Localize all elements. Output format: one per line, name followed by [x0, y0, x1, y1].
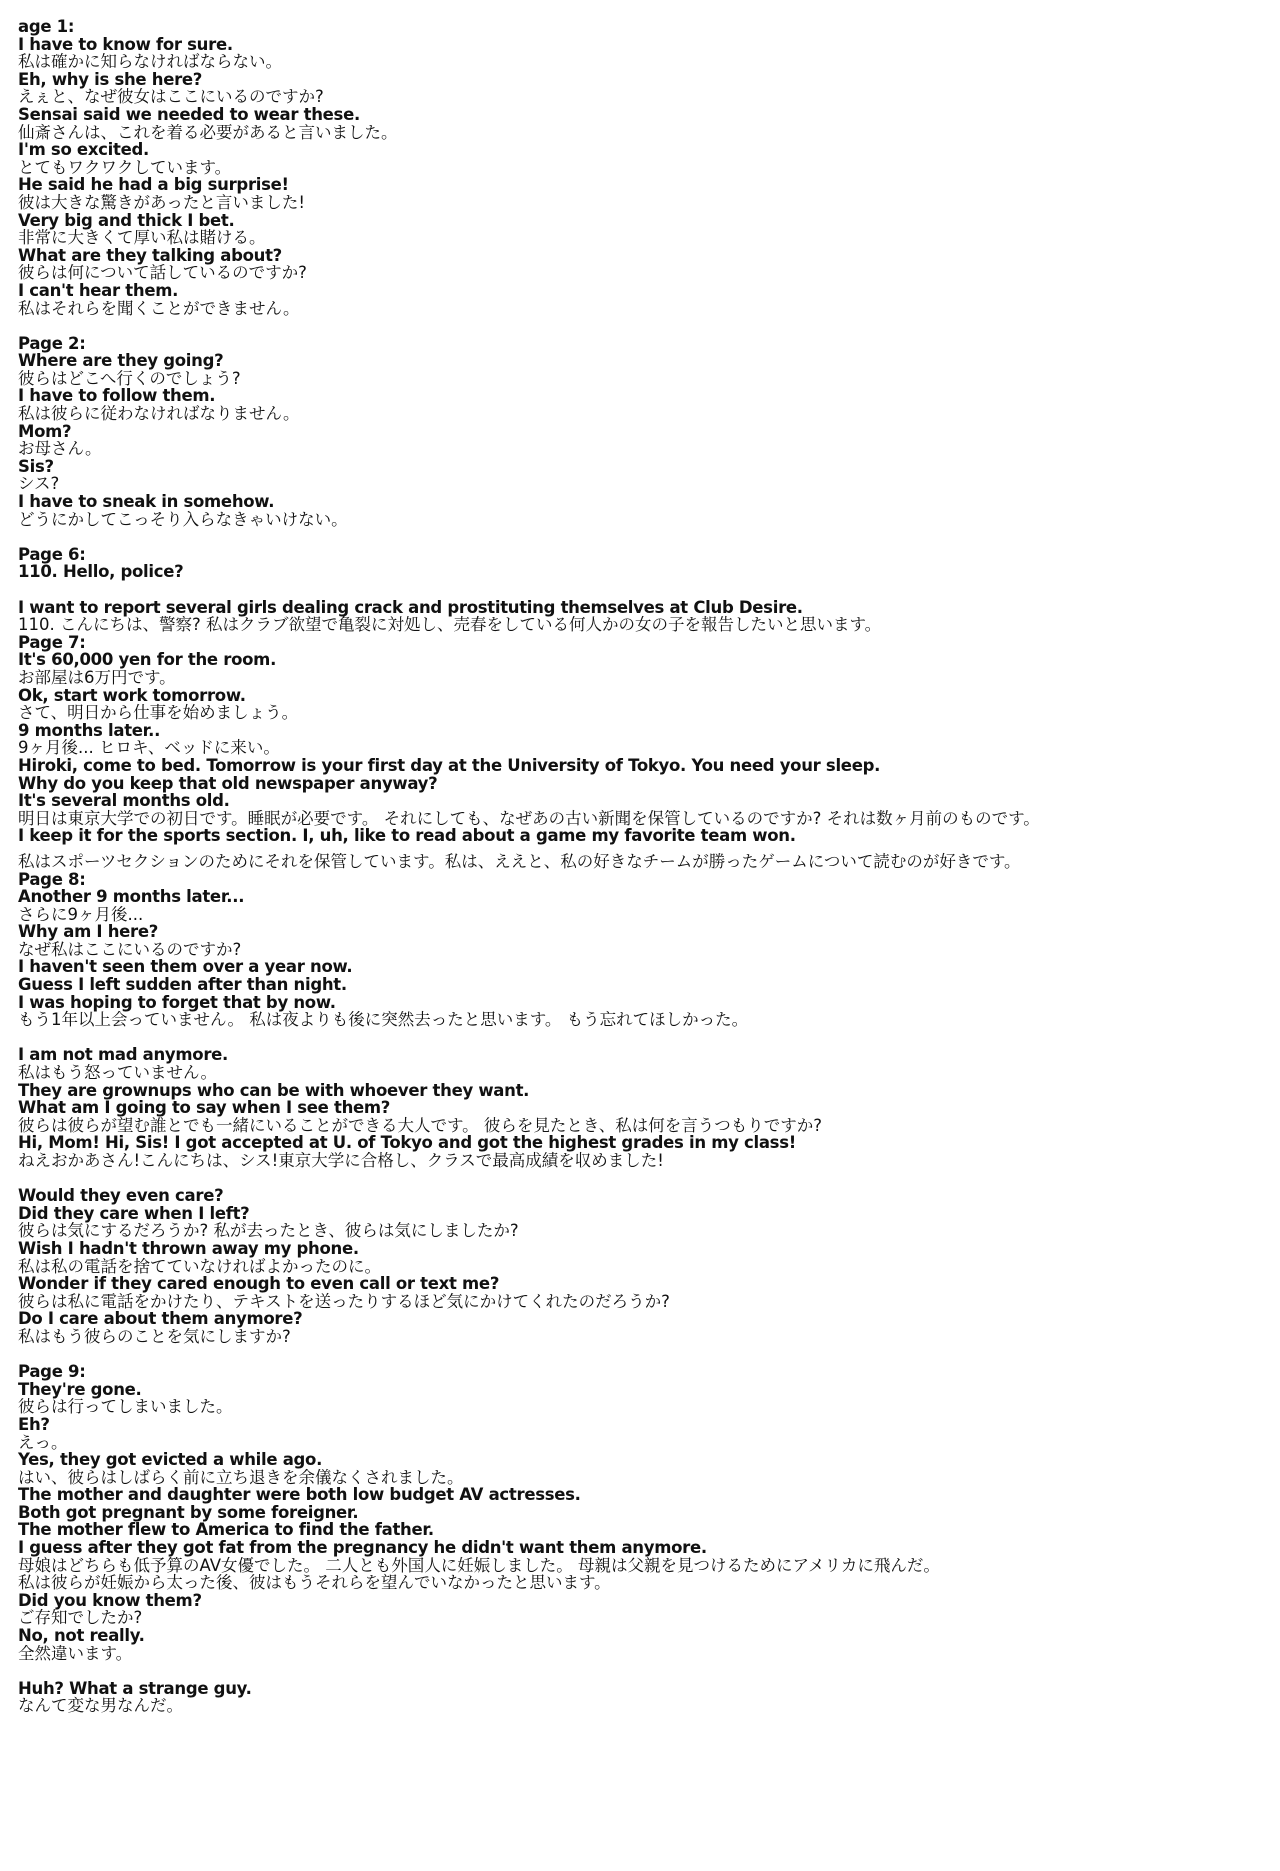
- blank-line: [18, 1029, 1268, 1047]
- japanese-line: さて、明日から仕事を始めましょう。: [18, 703, 299, 723]
- japanese-line: なぜ私はここにいるのですか?: [18, 939, 242, 959]
- english-line: I have to know for sure.: [18, 34, 233, 54]
- japanese-line: 私はスポーツセクションのためにそれを保管しています。私は、ええと、私の好きなチームが勝ったゲームについて読むのが好きです。: [18, 851, 1021, 871]
- english-line: Very big and thick I bet.: [18, 210, 235, 230]
- english-line: It's several months old.: [18, 791, 230, 811]
- english-line: Huh? What a strange guy.: [18, 1678, 252, 1698]
- japanese-line: 全然違います。: [18, 1643, 133, 1663]
- japanese-line: 彼らは私に電話をかけたり、テキストを送ったりするほど気にかけてくれたのだろうか?: [18, 1291, 670, 1311]
- blank-line: [18, 1170, 1268, 1188]
- english-line: He said he had a big surprise!: [18, 175, 289, 195]
- english-line: I can't hear them.: [18, 280, 179, 300]
- english-line: Did you know them?: [18, 1590, 202, 1610]
- japanese-line: お母さん。: [18, 439, 102, 459]
- japanese-line: 私はもう彼らのことを気にしますか?: [18, 1326, 291, 1346]
- english-line: No, not really.: [18, 1626, 145, 1646]
- english-line: Guess I left sudden after than night.: [18, 975, 347, 995]
- japanese-line: 彼らはどこへ行くのでしょう?: [18, 368, 241, 388]
- english-line: 9 months later..: [18, 720, 161, 740]
- english-line: Hiroki, come to bed. Tomorrow is your first day at the University of Tokyo. You need your sleep.: [18, 755, 881, 775]
- english-line: Ok, start work tomorrow.: [18, 685, 246, 705]
- english-line: I am not mad anymore.: [18, 1045, 229, 1065]
- japanese-line: 私は私の電話を捨てていなければよかったのに。: [18, 1256, 381, 1276]
- english-line: Sis?: [18, 456, 54, 476]
- english-line: I'm so excited.: [18, 140, 149, 160]
- english-line: Eh?: [18, 1414, 50, 1434]
- japanese-line: ねえおかあさん!こんにちは、シス!東京大学に合格し、クラスで最高成績を収めました!: [18, 1151, 664, 1170]
- english-line: Sensai said we needed to wear these.: [18, 104, 360, 124]
- english-line: Page 2:: [18, 333, 86, 353]
- english-line: Wish I hadn't thrown away my phone.: [18, 1238, 359, 1258]
- english-line: They're gone.: [18, 1379, 142, 1399]
- english-line: Page 8:: [18, 869, 86, 889]
- english-line: Would they even care?: [18, 1186, 224, 1206]
- japanese-line: 彼らは行ってしまいました。: [18, 1397, 233, 1417]
- blank-line: [18, 528, 1268, 546]
- english-line: Page 7:: [18, 632, 86, 652]
- japanese-line: えぇと、なぜ彼女はここにいるのですか?: [18, 87, 324, 107]
- english-line: Mom?: [18, 421, 72, 441]
- japanese-line: 私はそれらを聞くことができません。: [18, 298, 300, 318]
- english-line: I was hoping to forget that by now.: [18, 992, 336, 1012]
- japanese-line: 母娘はどちらも低予算のAV女優でした。 二人とも外国人に妊娠しました。 母親は父親を見つけるためにアメリカに飛んだ。: [18, 1555, 940, 1575]
- english-line: Hi, Mom! Hi, Sis! I got accepted at U. of Tokyo and got the highest grades in my class!: [18, 1133, 796, 1153]
- japanese-line: はい、彼らはしばらく前に立ち退きを余儀なくされました。: [18, 1467, 464, 1487]
- english-line: Page 6:: [18, 544, 86, 564]
- english-line: Page 9:: [18, 1362, 86, 1382]
- japanese-line: 9ヶ月後... ヒロキ、ベッドに来い。: [18, 738, 280, 758]
- english-line: Both got pregnant by some foreigner.: [18, 1502, 359, 1522]
- japanese-line: 非常に大きくて厚い私は賭ける。: [18, 228, 266, 248]
- english-line: I haven't seen them over a year now.: [18, 957, 353, 977]
- english-line: 110. Hello, police?: [18, 562, 184, 582]
- blank-line: [18, 1662, 1268, 1680]
- japanese-line: とてもワクワクしています。: [18, 157, 232, 177]
- english-line: Eh, why is she here?: [18, 69, 203, 89]
- japanese-line: 私は彼らに従わなければなりません。: [18, 404, 300, 424]
- japanese-line: お部屋は6万円です。: [18, 667, 176, 687]
- japanese-line: 彼らは気にするだろうか? 私が去ったとき、彼らは気にしましたか?: [18, 1221, 519, 1241]
- english-line: What am I going to say when I see them?: [18, 1098, 391, 1118]
- english-line: Where are they going?: [18, 351, 224, 371]
- japanese-line: さらに9ヶ月後...: [18, 904, 144, 924]
- english-line: Another 9 months later...: [18, 887, 245, 907]
- japanese-line: 彼らは何について話しているのですか?: [18, 263, 307, 283]
- english-line: Why am I here?: [18, 922, 159, 942]
- english-line: What are they talking about?: [18, 245, 282, 265]
- japanese-line: 明日は東京大学での初日です。睡眠が必要です。 それにしても、なぜあの古い新聞を保管しているのですか? それは数ヶ月前のものです。: [18, 808, 1040, 828]
- blank-line: [18, 317, 1268, 335]
- japanese-line: 彼らは彼らが望む誰とでも一緒にいることができる大人です。 彼らを見たとき、私は何を言うつもりですか?: [18, 1115, 823, 1135]
- english-line: I have to follow them.: [18, 386, 216, 406]
- blank-line: [18, 581, 1268, 599]
- japanese-line: 私は確かに知らなければならない。: [18, 52, 282, 72]
- english-line: Yes, they got evicted a while ago.: [18, 1450, 323, 1470]
- english-line: I have to sneak in somehow.: [18, 492, 275, 512]
- english-line: I guess after they got fat from the pregnancy he didn't want them anymore.: [18, 1538, 707, 1558]
- japanese-line: えっ。: [18, 1432, 68, 1452]
- japanese-line: なんて変な男なんだ。: [18, 1696, 183, 1716]
- japanese-line: ご存知でしたか?: [18, 1608, 143, 1628]
- english-line: Wonder if they cared enough to even call or text me?: [18, 1274, 500, 1294]
- japanese-line: シス?: [18, 474, 60, 494]
- transcript-document: [18, 18, 1268, 1715]
- japanese-line: もう1年以上会っていません。 私は夜よりも後に突然去ったと思います。 もう忘れてほしかった。: [18, 1010, 749, 1030]
- japanese-line: どうにかしてこっそり入らなきゃいけない。: [18, 509, 348, 529]
- japanese-line: 110. こんにちは、警察? 私はクラブ欲望で亀裂に対処し、売春をしている何人かの女の子を報告したいと思います。: [18, 615, 882, 635]
- japanese-line: 私は彼らが妊娠から太った後、彼はもうそれらを望んでいなかったと思います。: [18, 1573, 611, 1593]
- english-line: I keep it for the sports section. I, uh, like to read about a game my favorite team won.: [18, 826, 796, 846]
- english-line: Do I care about them anymore?: [18, 1309, 303, 1329]
- english-line: age 1:: [18, 17, 75, 36]
- english-line: The mother flew to America to find the father.: [18, 1520, 434, 1540]
- japanese-line: 私はもう怒っていません。: [18, 1063, 217, 1083]
- japanese-line: 仙斎さんは、これを着る必要があると言いました。: [18, 122, 398, 142]
- english-line: They are grownups who can be with whoever they want.: [18, 1080, 530, 1100]
- blank-line: [18, 1346, 1268, 1364]
- english-line: The mother and daughter were both low budget AV actresses.: [18, 1485, 581, 1505]
- english-line: It's 60,000 yen for the room.: [18, 650, 277, 670]
- english-line: Why do you keep that old newspaper anyway?: [18, 773, 438, 793]
- english-line: I want to report several girls dealing crack and prostituting themselves at Club Desire.: [18, 597, 803, 617]
- english-line: Did they care when I left?: [18, 1203, 250, 1223]
- japanese-line: 彼は大きな驚きがあったと言いました!: [18, 192, 305, 212]
